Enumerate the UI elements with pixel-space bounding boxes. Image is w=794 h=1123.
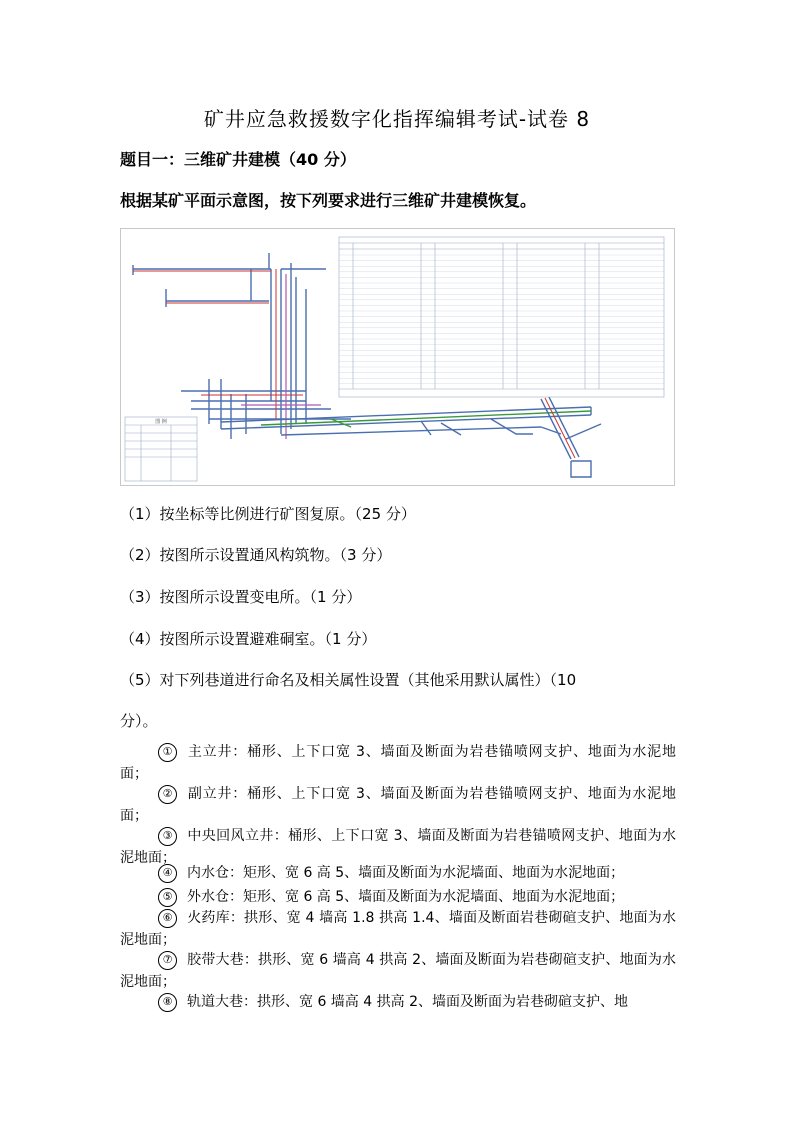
legend-title: 图 例 (155, 419, 167, 425)
requirement-1: （1）按坐标等比例进行矿图复原。（25 分） (120, 505, 416, 523)
page-title: 矿井应急救援数字化指挥编辑考试-试卷 8 (203, 107, 591, 131)
item-number: ⑤ (158, 888, 177, 907)
mine-plan-figure (120, 228, 675, 486)
requirement-2: （2）按图所示设置通风构筑物。（3 分） (120, 546, 392, 564)
item-number: ④ (158, 864, 177, 883)
roadway-item (120, 886, 676, 908)
section-heading: 题目一：三维矿井建模（40 分） (120, 150, 356, 169)
roadway-item (120, 741, 676, 785)
roadway-item (120, 862, 676, 884)
roadway-item (120, 783, 676, 827)
item-text: 主立井：桶形、上下口宽 3、墙面及断面为岩巷锚喷网支护、地面为水泥地面； (120, 744, 676, 782)
requirement-5: （5）对下列巷道进行命名及相关属性设置（其他采用默认属性）（10 (120, 671, 577, 689)
roadway-item (120, 949, 676, 993)
mine-plan-drawing (121, 229, 674, 485)
item-text: 内水仓：矩形、宽 6 高 5、墙面及断面为水泥墙面、地面为水泥地面； (187, 865, 625, 881)
item-text: 外水仓：矩形、宽 6 高 5、墙面及断面为水泥墙面、地面为水泥地面； (187, 889, 625, 905)
item-number: ⑦ (158, 951, 177, 970)
item-number: ⑥ (158, 909, 177, 928)
instruction-text: 根据某矿平面示意图，按下列要求进行三维矿井建模恢复。 (120, 191, 537, 210)
requirement-3: （3）按图所示设置变电所。（1 分） (120, 588, 362, 606)
roadway-item (120, 907, 676, 951)
item-text: 胶带大巷：拱形、宽 6 墙高 4 拱高 2、墙面及断面为岩巷砌碹支护、地面为水泥地面； (120, 952, 676, 990)
requirement-4: （4）按图所示设置避难硐室。（1 分） (120, 630, 377, 648)
item-text: 中央回风立井：桶形、上下口宽 3、墙面及断面为岩巷锚喷网支护、地面为水泥地面； (120, 828, 676, 866)
roadway-item (120, 991, 676, 1013)
requirement-5-cont: 分）。 (120, 712, 158, 730)
item-number: ① (158, 743, 177, 762)
coordinate-table (339, 237, 664, 397)
legend-box (125, 417, 197, 481)
item-number: ③ (158, 827, 177, 846)
item-text: 火药库：拱形、宽 4 墙高 1.8 拱高 1.4、墙面及断面岩巷砌碹支护、地面为水泥地面； (120, 910, 676, 948)
item-text: 副立井：桶形、上下口宽 3、墙面及断面为岩巷锚喷网支护、地面为水泥地面； (120, 786, 676, 824)
item-number: ② (158, 785, 177, 804)
item-number: ⑧ (158, 993, 177, 1012)
item-text: 轨道大巷：拱形、宽 6 墙高 4 拱高 2、墙面及断面为岩巷砌碹支护、地 (187, 994, 628, 1010)
